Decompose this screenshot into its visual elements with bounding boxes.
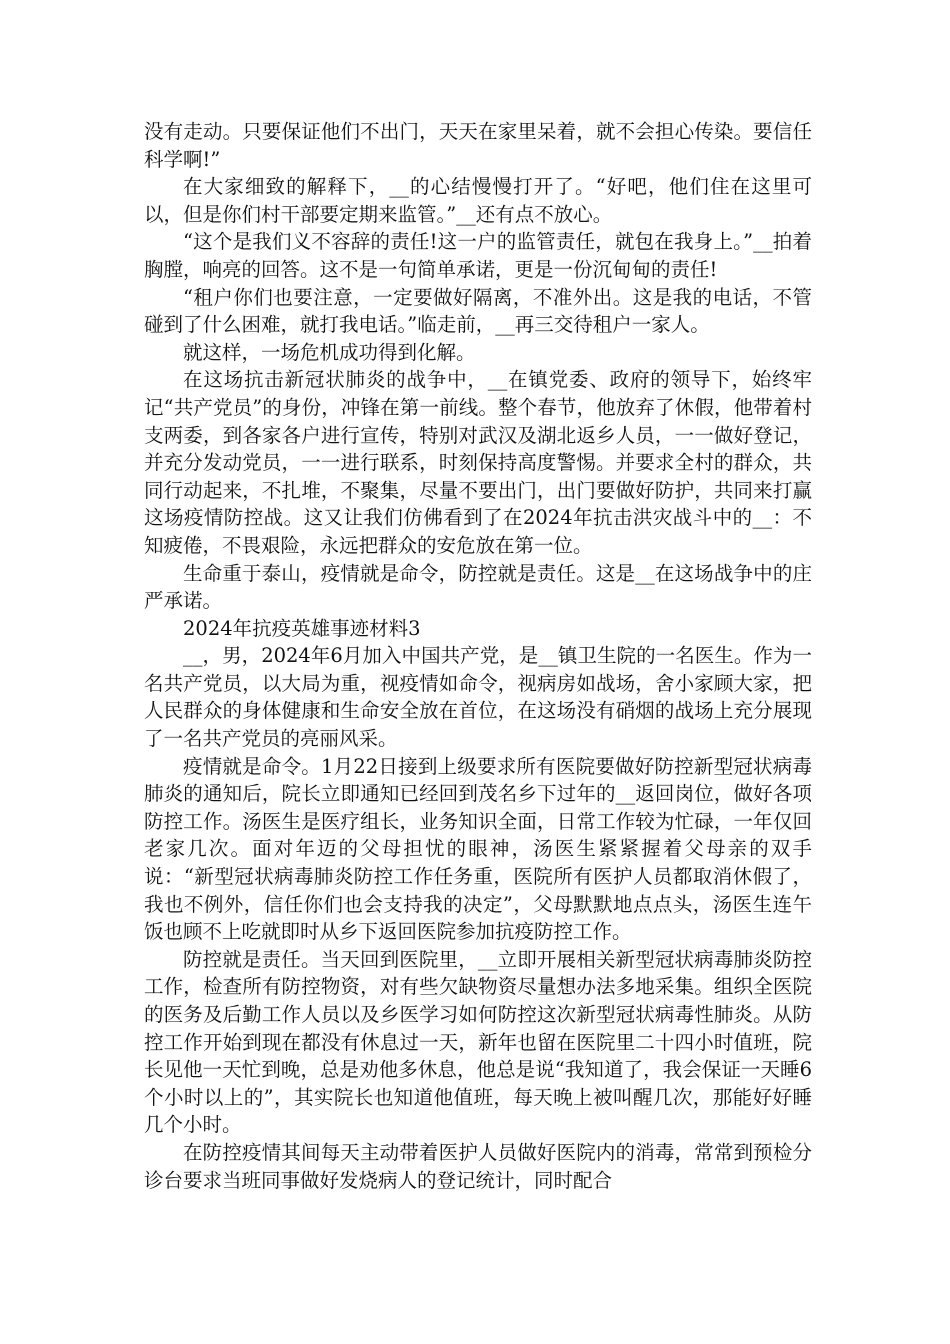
paragraph: “租户你们也要注意，一定要做好隔离，不准外出。这是我的电话，不管碰到了什么困难，就打我电话。”临走前，__再三交待租户一家人。 xyxy=(144,285,812,337)
paragraph: __，男，2024年6月加入中国共产党，是__镇卫生院的一名医生。作为一名共产党员，以大局为重，视疫情如命令，视病房如战场，舍小家顾大家，把人民群众的身体健康和生命安全放在首位，在这场没有硝烟的战场上充分展现了一名共产党员的亮丽风采。 xyxy=(144,644,812,751)
paragraph: 在大家细致的解释下，__的心结慢慢打开了。“好吧，他们住在这里可以，但是你们村干部要定期来监管。”__还有点不放心。 xyxy=(144,175,812,226)
paragraph: 防控就是责任。当天回到医院里，__立即开展相关新型冠状病毒肺炎防控工作，检查所有防控物资，对有些欠缺物资尽量想办法多地采集。组织全医院的医务及后勤工作人员以及乡医学习如何防控这次新型冠状病毒性肺炎。从防控工作开始到现在都没有休息过一天，新年也留在医院里二十四小时值班，院长见他一天忙到晚，总是劝他多休息，他总是说“我知道了，我会保证一天睡6个小时以上的”，其实院长也知道他值班，每天晚上被叫醒几次，那能好好睡几个小时。 xyxy=(144,947,812,1137)
paragraph: 疫情就是命令。1月22日接到上级要求所有医院要做好防控新型冠状病毒肺炎的通知后，院长立即通知已经回到茂名乡下过年的__返回岗位，做好各项防控工作。汤医生是医疗组长，业务知识全面，日常工作较为忙碌，一年仅回老家几次。面对年迈的父母担忧的眼神，汤医生紧紧握着父母亲的双手说：“新型冠状病毒肺炎防控工作任务重，医院所有医护人员都取消休假了，我也不例外，信任你们也会支持我的决定”，父母默默地点点头，汤医生连午饭也顾不上吃就即时从乡下返回医院参加抗疫防控工作。 xyxy=(144,754,812,944)
paragraph: 在防控疫情其间每天主动带着医护人员做好医院内的消毒，常常到预检分诊台要求当班同事做好发烧病人的登记统计，同时配合 xyxy=(144,1140,812,1192)
paragraph-continuation: 没有走动。只要保证他们不出门，天天在家里呆着，就不会担心传染。要信任科学啊!” xyxy=(144,120,812,171)
paragraph: 在这场抗击新冠状肺炎的战争中，__在镇党委、政府的领导下，始终牢记“共产党员”的身份，冲锋在第一前线。整个春节，他放弃了休假，他带着村支两委，到各家各户进行宣传，特别对武汉及湖北返乡人员，一一做好登记，并充分发动党员，一一进行联系，时刻保持高度警惕。并要求全村的群众，共同行动起来，不扎堆，不聚集，尽量不要出门，出门要做好防护，共同来打赢这场疫情防控战。这又让我们仿佛看到了在2024年抗击洪灾战斗中的__：不知疲倦，不畏艰险，永远把群众的安危放在第一位。 xyxy=(144,368,812,557)
paragraph: “这个是我们义不容辞的责任!这一户的监管责任，就包在我身上。”__拍着胸膛，响亮的回答。这不是一句简单承诺，更是一份沉甸甸的责任! xyxy=(144,230,812,281)
paragraph: 生命重于泰山，疫情就是命令，防控就是责任。这是__在这场战争中的庄严承诺。 xyxy=(144,561,812,613)
paragraph: 就这样，一场危机成功得到化解。 xyxy=(183,340,476,364)
document-page xyxy=(144,118,812,1194)
section-heading: 2024年抗疫英雄事迹材料3 xyxy=(183,616,421,640)
